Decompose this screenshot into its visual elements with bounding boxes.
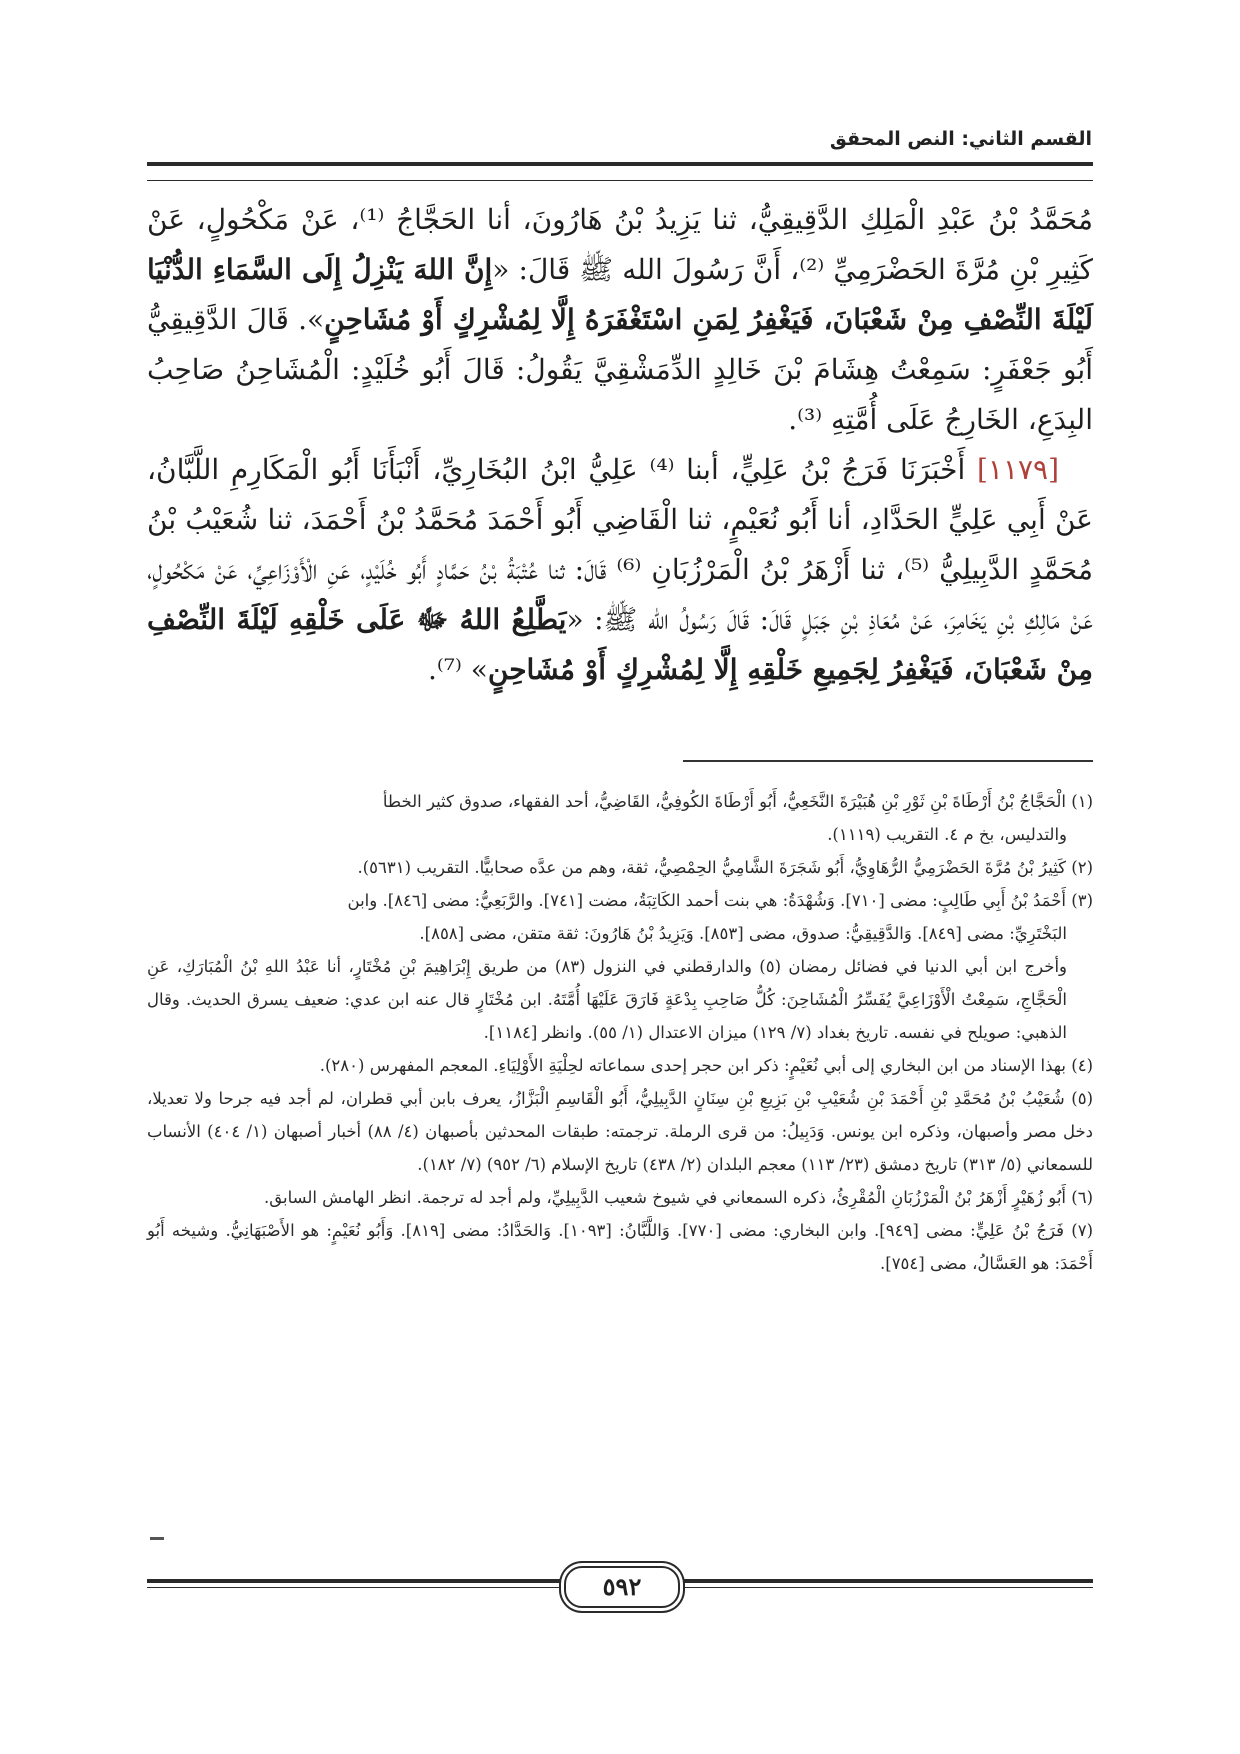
- paragraph-2: [147, 445, 1093, 695]
- paragraph-1-comment: ». قَالَ الدَّقِيقِيُّ أَبُو جَعْفَرٍ: سَمِعْتُ هِشَامَ بْنَ خَالِدٍ الدِّمَشْقِيَّ يَقُولُ: قَالَ أَبُو خُلَيْدٍ: الْمُشَاحِنُ صَاحِبُ البِدَعِ، الخَارِجُ عَلَى أُمَّتِهِ ⁽³⁾.: [147, 303, 1093, 436]
- hadith-text-2: يَطَّلِعُ اللهُ ﷻ عَلَى خَلْقِهِ لَيْلَةَ النِّصْفِ مِنْ شَعْبَانَ، فَيَغْفِرُ لِجَمِيعِ خَلْقِهِ إِلَّا لِمُشْرِكٍ أَوْ مُشَاحِنٍ: [147, 603, 1093, 686]
- hadith-number: [١١٧٩]: [976, 453, 1059, 486]
- footnote-3-takhrij: وأخرج ابن أبي الدنيا في فضائل رمضان (٥) والدارقطني في النزول (٨٣) من طريق إِبْرَاهِيمَ بْنِ مُخْتَارٍ، أنا عَبْدُ اللهِ بْنُ الْمُبَارَكِ، عَنِ الْحَجَّاجِ، سَمِعْتُ الْأَوْزَاعِيَّ يُفَسِّرُ الْمُشَاحِنَ: كُلُّ صَاحِبِ بِدْعَةٍ فَارَقَ عَلَيْهَا أُمَّتَهُ. ابن مُخْتَارٍ قال عنه ابن عدي: ضعيف يسرق الحديث. وقال الذهبي: صويلح في نفسه. تاريخ بغداد (٧/ ١٢٩) ميزان الاعتدال (١/ ٥٥). وانظر [١١٨٤].: [147, 957, 1067, 1042]
- paragraph-2-end: » ⁽⁷⁾.: [427, 653, 488, 686]
- paragraph-2-isnad: أَخْبَرَنَا فَرَجُ بْنُ عَلِيٍّ، أبنا ⁽⁴⁾ عَلِيُّ ابْنُ البُخَارِيِّ، أَنْبَأَنَا أَبُو الْمَكَارِمِ اللَّبَّانُ، عَنْ أَبِي عَلِيٍّ الحَدَّادِ، أنا أَبُو نُعَيْمٍ، ثنا الْقَاضِي أَبُو أَحْمَدَ مُحَمَّدُ بْنُ أَحْمَدَ، ثنا شُعَيْبُ بْنُ مُحَمَّدٍ الدَّبِيلِيُّ ⁽⁵⁾، ثنا أَزْهَرُ بْنُ الْمَرْزُبَانِ ⁽⁶⁾ قَالَ: ثنا عُتْبَةُ بْنُ حَمَّادٍ أَبُو خُلَيْدٍ، عَنِ الْأَوْزَاعِيِّ، عَنْ مَكْحُولٍ، عَنْ مَالِكِ بْنِ يَخَامِرَ، عَنْ مُعَاذِ بْنِ جَبَلٍ قَالَ: قَالَ رَسُولُ الله ﷺ: «: [147, 453, 1093, 636]
- footnote-1: (١) الْحَجَّاجُ بْنُ أَرْطَاةَ بْنِ ثَوْرِ بْنِ هُبَيْرَةَ النَّخَعِيُّ، أَبُو أَرْطَاةَ الكُوفِيُّ، القَاضِيُّ، أحد الفقهاء، صدوق كثير الخطأ: [382, 792, 1093, 811]
- footnote-1-continued: والتدليس، بخ م ٤. التقريب (١١١٩).: [827, 825, 1067, 844]
- footnote-4: (٤) بهذا الإسناد من ابن البخاري إلى أبي نُعَيْمٍ: ذكر ابن حجر إحدى سماعاته لحِلْيَةِ الأَوْلِيَاءِ. المعجم المفهرس (٢٨٠).: [319, 1056, 1093, 1075]
- footnote-7: (٧) فَرَجُ بْنُ عَلِيٍّ: مضى [٩٤٩]. وابن البخاري: مضى [٧٧٠]. وَاللَّبَّانُ: [١٠٩٣]. وَالحَدَّادُ: مضى [٨١٩]. وَأَبُو نُعَيْمٍ: هو الأَصْبَهَانِيُّ. وشيخه أَبُو أَحْمَدَ: هو العَسَّالُ، مضى [٧٥٤].: [147, 1221, 1094, 1273]
- footnote-3: (٣) أَحْمَدُ بْنُ أَبِي طَالِبٍ: مضى [٧١٠]. وَشُهْدَةُ: هي بنت أحمد الكَاتِبَةُ، مضت [٧٤١]. والرَّبَعِيُّ: مضى [٨٤٦]. وابن: [347, 891, 1093, 910]
- dash-mark: [150, 1537, 164, 1540]
- running-header: القسم الثاني: النص المحقق: [829, 128, 1092, 150]
- footnote-separator: [683, 760, 1093, 762]
- hadith-text-1: إِنَّ اللهَ يَنْزِلُ إِلَى السَّمَاءِ الدُّنْيَا لَيْلَةَ النِّصْفِ مِنْ شَعْبَانَ، فَيَغْفِرُ لِمَنِ اسْتَغْفَرَهُ إِلَّا لِمُشْرِكٍ أَوْ مُشَاحِنٍ: [147, 253, 1093, 336]
- paragraph-1: [147, 195, 1093, 445]
- paragraph-1-isnad: مُحَمَّدُ بْنُ عَبْدِ الْمَلِكِ الدَّقِيقِيُّ، ثنا يَزِيدُ بْنُ هَارُونَ، أنا الحَجَّاجُ ⁽¹⁾، عَنْ مَكْحُولٍ، عَنْ كَثِيرِ بْنِ مُرَّةَ الحَضْرَمِيِّ ⁽²⁾، أَنَّ رَسُولَ الله ﷺ قَالَ: «: [147, 203, 1093, 286]
- main-text: [147, 195, 1093, 695]
- footnote-6: (٦) أَبُو زُهَيْرٍ أَزْهَرُ بْنُ الْمَرْزُبَانِ الْمُقْرِئُ، ذكره السمعاني في شيوخ شعيب الدَّبِيلِيِّ، ولم أجد له ترجمة. انظر الهامش السابق.: [263, 1188, 1093, 1207]
- page-number: ٥٩٢: [564, 1566, 680, 1608]
- footnote-3-continued: البَخْتَرِيِّ: مضى [٨٤٩]. وَالدَّقِيقِيُّ: صدوق، مضى [٨٥٣]. وَيَزِيدُ بْنُ هَارُونَ: ثقة متقن، مضى [٨٥٨].: [419, 924, 1067, 943]
- footnote-2: (٢) كَثِيرُ بْنُ مُرَّةَ الحَضْرَمِيُّ الرُّهَاوِيُّ، أَبُو شَجَرَةَ الشَّامِيُّ الحِمْصِيُّ، ثقة، وهم من عدَّه صحابيًّا. التقريب (٥٦٣١).: [357, 858, 1093, 877]
- header-rule: [147, 162, 1093, 181]
- footnote-5: (٥) شُعَيْبُ بْنُ مُحَمَّدِ بْنِ أَحْمَدَ بْنِ شُعَيْبِ بْنِ بَزِيعِ بْنِ سِنَانٍ الدَّبِيلِيُّ، أَبُو الْقَاسِمِ الْبَزَّازُ، يعرف بابن أبي قطران، لم أجد فيه جرحا ولا تعديلا، دخل مصر وأصبهان، وذكره ابن يونس. وَدَبِيلُ: من قرى الرملة. ترجمته: طبقات المحدثين بأصبهان (٤/ ٨٨) أخبار أصبهان (١/ ٤٠٤) الأنساب للسمعاني (٥/ ٣١٣) تاريخ دمشق (٢٣/ ١١٣) معجم البلدان (٢/ ٤٣٨) تاريخ الإسلام (٦/ ٩٥٢) (٧/ ١٨٢).: [147, 1089, 1093, 1174]
- footnotes: [147, 785, 1093, 1280]
